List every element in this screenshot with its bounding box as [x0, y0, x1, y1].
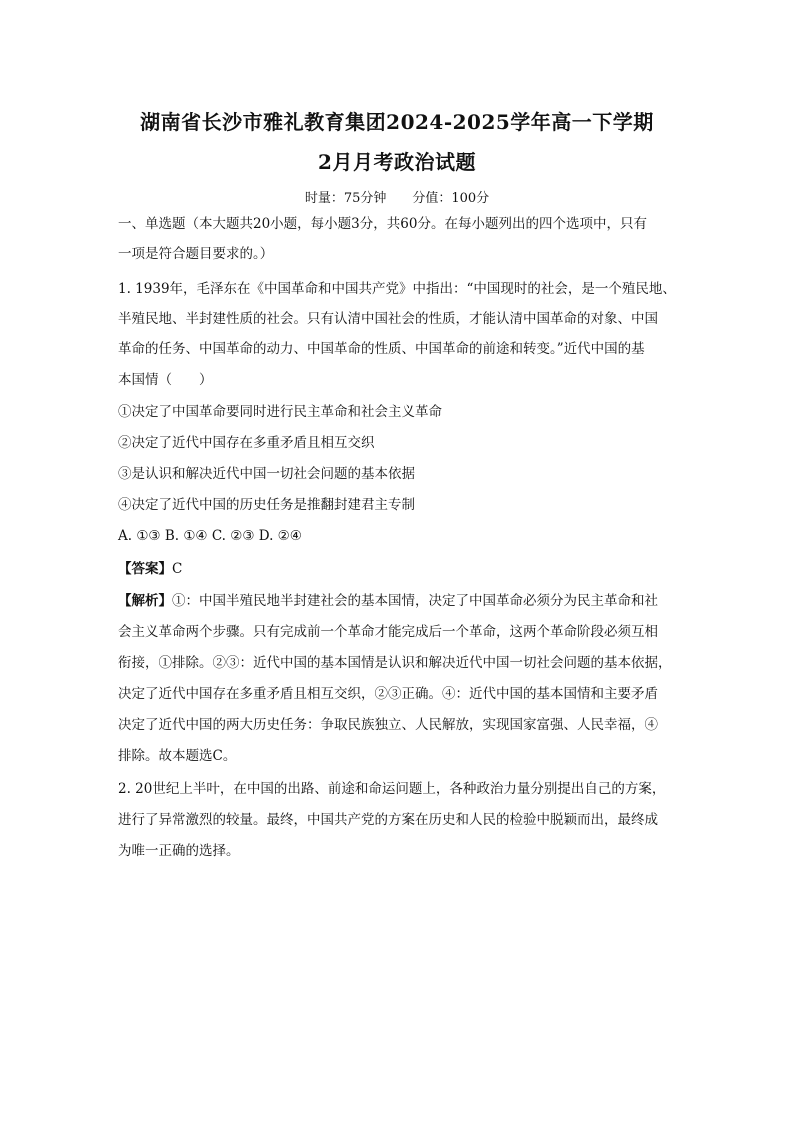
document-title-line1: 湖南省长沙市雅礼教育集团2024-2025学年高一下学期 — [140, 110, 654, 134]
q1-analysis-line: 会主义革命两个步骤。只有完成前一个革命才能完成后一个革命，这两个革命阶段必须互相 — [118, 624, 658, 640]
score-label: 分值：100分 — [412, 191, 490, 206]
answer-label: 【答案】 — [118, 561, 172, 577]
time-label: 时量：75分钟 — [304, 191, 387, 206]
document-title-line2: 2月月考政治试题 — [318, 150, 476, 174]
analysis-text: ①：中国半殖民地半封建社会的基本国情，决定了中国革命必须分为民主革命和社 — [172, 593, 658, 609]
q1-stem-line: 革命的任务、中国革命的动力、中国革命的性质、中国革命的前途和转变。”近代中国的基 — [118, 341, 645, 357]
q1-statement: ②决定了近代中国存在多重矛盾且相互交织 — [118, 435, 375, 451]
analysis-label: 【解析】 — [118, 593, 172, 609]
q1-statement: ③是认识和解决近代中国一切社会问题的基本依据 — [118, 466, 415, 482]
q1-stem-line: 半殖民地、半封建性质的社会。只有认清中国社会的性质，才能认清中国革命的对象、中国 — [118, 311, 658, 327]
q2-stem-line: 为唯一正确的选择。 — [118, 843, 240, 859]
q1-options: A. ①③ B. ①④ C. ②③ D. ②④ — [118, 528, 302, 544]
section-heading-line1: 一、单选题（本大题共20小题，每小题3分，共60分。在每小题列出的四个选项中，只有 — [118, 216, 647, 232]
answer-value: C — [172, 561, 183, 577]
q2-stem-line: 进行了异常激烈的较量。最终，中国共产党的方案在历史和人民的检验中脱颖而出，最终成 — [118, 812, 658, 828]
q1-stem-line: 本国情（ ） — [118, 372, 213, 388]
q1-stem-line: 1. 1939年，毛泽东在《中国革命和中国共产党》中指出：“中国现时的社会，是一个殖民地、 — [118, 281, 676, 297]
exam-meta — [0, 187, 794, 206]
q1-statement: ④决定了近代中国的历史任务是推翻封建君主专制 — [118, 497, 415, 513]
q2-stem-line: 2. 20世纪上半叶，在中国的出路、前途和命运问题上，各种政治力量分别提出自己的方案， — [118, 781, 666, 797]
q1-analysis-line: 排除。故本题选C。 — [118, 748, 237, 764]
q1-analysis-line: 衔接，①排除。②③：近代中国的基本国情是认识和解决近代中国一切社会问题的基本依据， — [118, 655, 672, 671]
q1-statement: ①决定了中国革命要同时进行民主革命和社会主义革命 — [118, 404, 442, 420]
section-heading-line2: 一项是符合题目要求的。） — [118, 246, 274, 262]
q1-analysis-line — [118, 595, 658, 609]
q1-analysis-line: 决定了近代中国存在多重矛盾且相互交织，②③正确。④：近代中国的基本国情和主要矛盾 — [118, 686, 658, 702]
q1-answer — [118, 563, 182, 577]
q1-analysis-line: 决定了近代中国的两大历史任务：争取民族独立、人民解放，实现国家富强、人民幸福，④ — [118, 717, 658, 733]
